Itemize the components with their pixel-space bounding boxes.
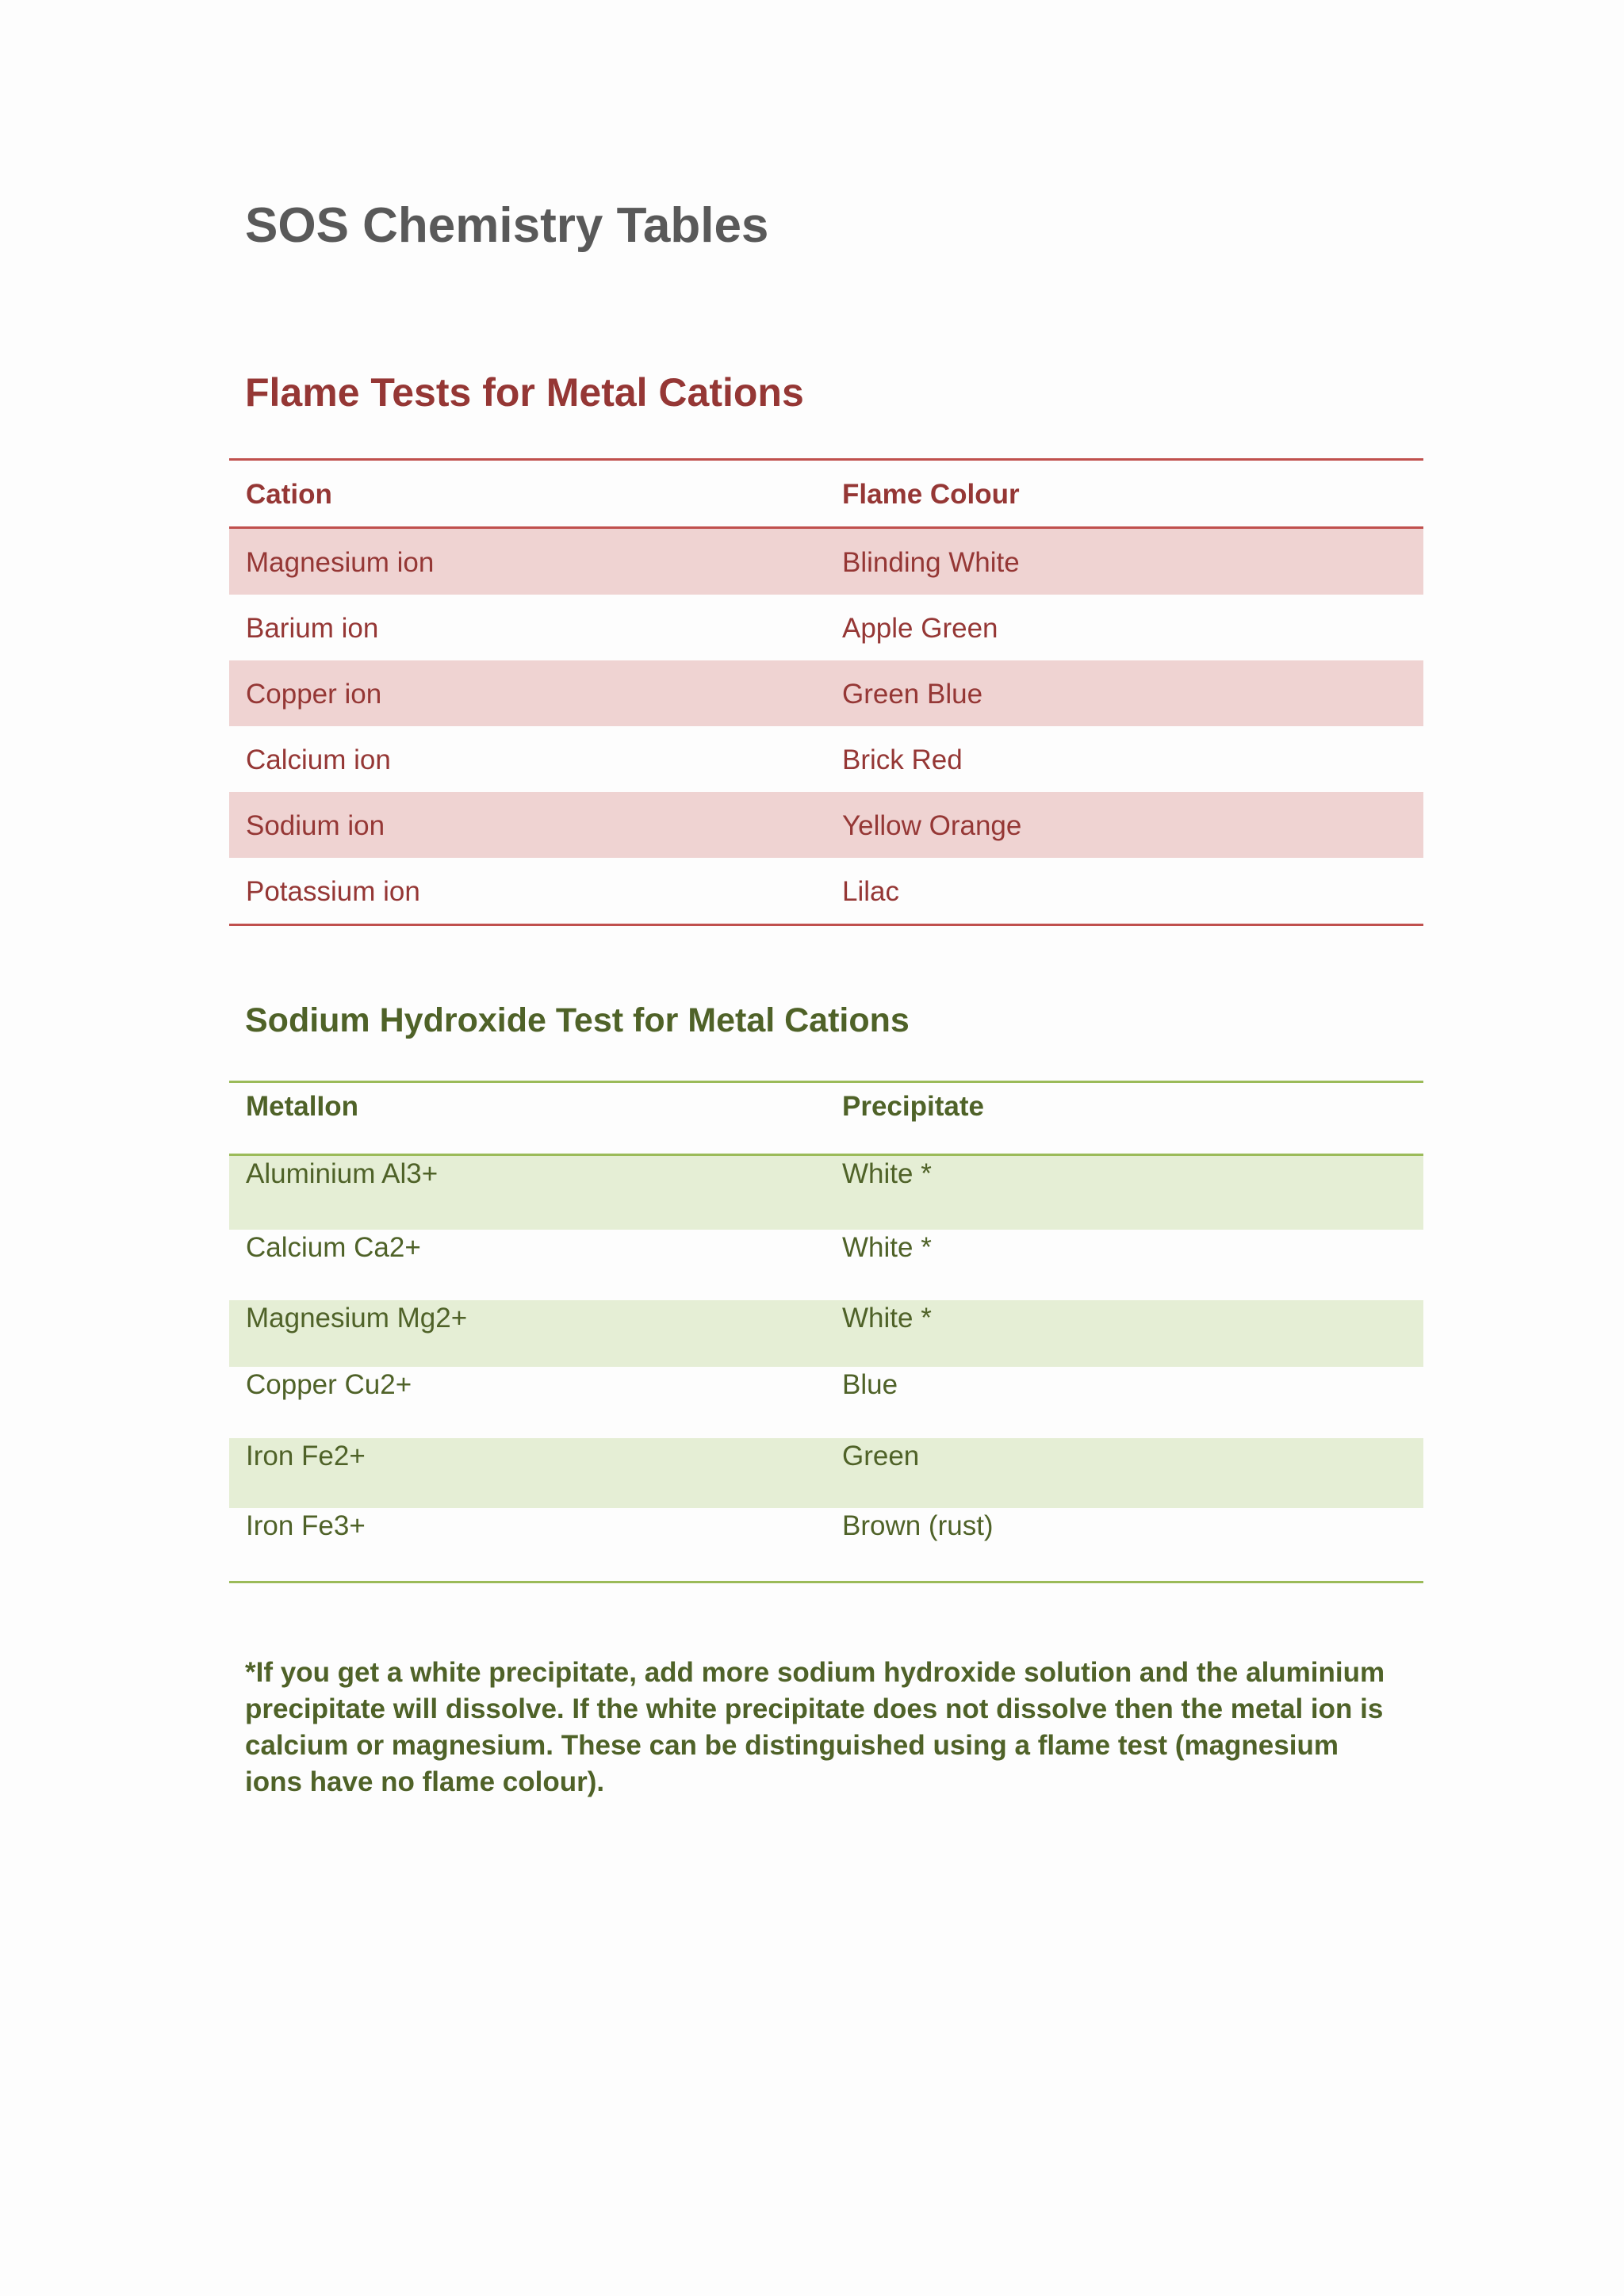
precipitate-cell: Green — [842, 1441, 920, 1471]
metal-ion-cell: Calcium Ca2+ — [246, 1232, 421, 1263]
table-bottom-rule — [229, 924, 1423, 926]
table-header-row — [229, 1083, 1423, 1154]
cation-cell: Magnesium ion — [246, 547, 435, 578]
table-row — [229, 726, 1423, 792]
metal-ion-cell: Iron Fe2+ — [246, 1441, 366, 1471]
naoh-test-table — [229, 1081, 1423, 1583]
table-row — [229, 1367, 1423, 1438]
flame-colour-cell: Apple Green — [842, 613, 998, 644]
footnote: *If you get a white precipitate, add more sodium hydroxide solution and the aluminium precipitate will dissolve. If the white precipitate does not dissolve then the metal ion is calcium or magnesium. These can be distinguished using a flame test (magnesium ions have no flame colour). — [245, 1657, 1385, 1797]
table-row — [229, 792, 1423, 858]
table-row — [229, 1508, 1423, 1581]
precipitate-cell: White * — [842, 1158, 932, 1189]
column-header-metal-ion: MetalIon — [246, 1091, 358, 1122]
flame-tests-heading: Flame Tests for Metal Cations — [245, 370, 804, 415]
cation-cell: Copper ion — [246, 679, 382, 710]
metal-ion-cell: Magnesium Mg2+ — [246, 1303, 468, 1334]
table-bottom-rule — [229, 1581, 1423, 1583]
flame-colour-cell: Lilac — [842, 876, 899, 907]
table-row — [229, 1230, 1423, 1300]
table-row — [229, 529, 1423, 595]
cation-cell: Barium ion — [246, 613, 379, 644]
precipitate-cell: Brown (rust) — [842, 1510, 994, 1541]
metal-ion-cell: Iron Fe3+ — [246, 1510, 366, 1541]
precipitate-cell: White * — [842, 1232, 932, 1263]
metal-ion-cell: Aluminium Al3+ — [246, 1158, 439, 1189]
table-row — [229, 1156, 1423, 1230]
table-header-row — [229, 461, 1423, 526]
table-row — [229, 1438, 1423, 1508]
table-row — [229, 1300, 1423, 1367]
column-header-cation: Cation — [246, 479, 332, 510]
naoh-test-heading: Sodium Hydroxide Test for Metal Cations — [245, 1001, 910, 1039]
table-row — [229, 858, 1423, 924]
cation-cell: Potassium ion — [246, 876, 420, 907]
metal-ion-cell: Copper Cu2+ — [246, 1369, 412, 1400]
table-row — [229, 660, 1423, 726]
flame-tests-table — [229, 458, 1423, 926]
precipitate-cell: Blue — [842, 1369, 898, 1400]
flame-colour-cell: Yellow Orange — [842, 810, 1022, 841]
flame-colour-cell: Green Blue — [842, 679, 983, 710]
cation-cell: Calcium ion — [246, 744, 391, 775]
cation-cell: Sodium ion — [246, 810, 385, 841]
column-header-precipitate: Precipitate — [842, 1091, 984, 1122]
table-row — [229, 595, 1423, 660]
page-title: SOS Chemistry Tables — [245, 198, 769, 253]
flame-colour-cell: Blinding White — [842, 547, 1020, 578]
precipitate-cell: White * — [842, 1303, 932, 1334]
column-header-flame-colour: Flame Colour — [842, 479, 1020, 510]
flame-colour-cell: Brick Red — [842, 744, 963, 775]
